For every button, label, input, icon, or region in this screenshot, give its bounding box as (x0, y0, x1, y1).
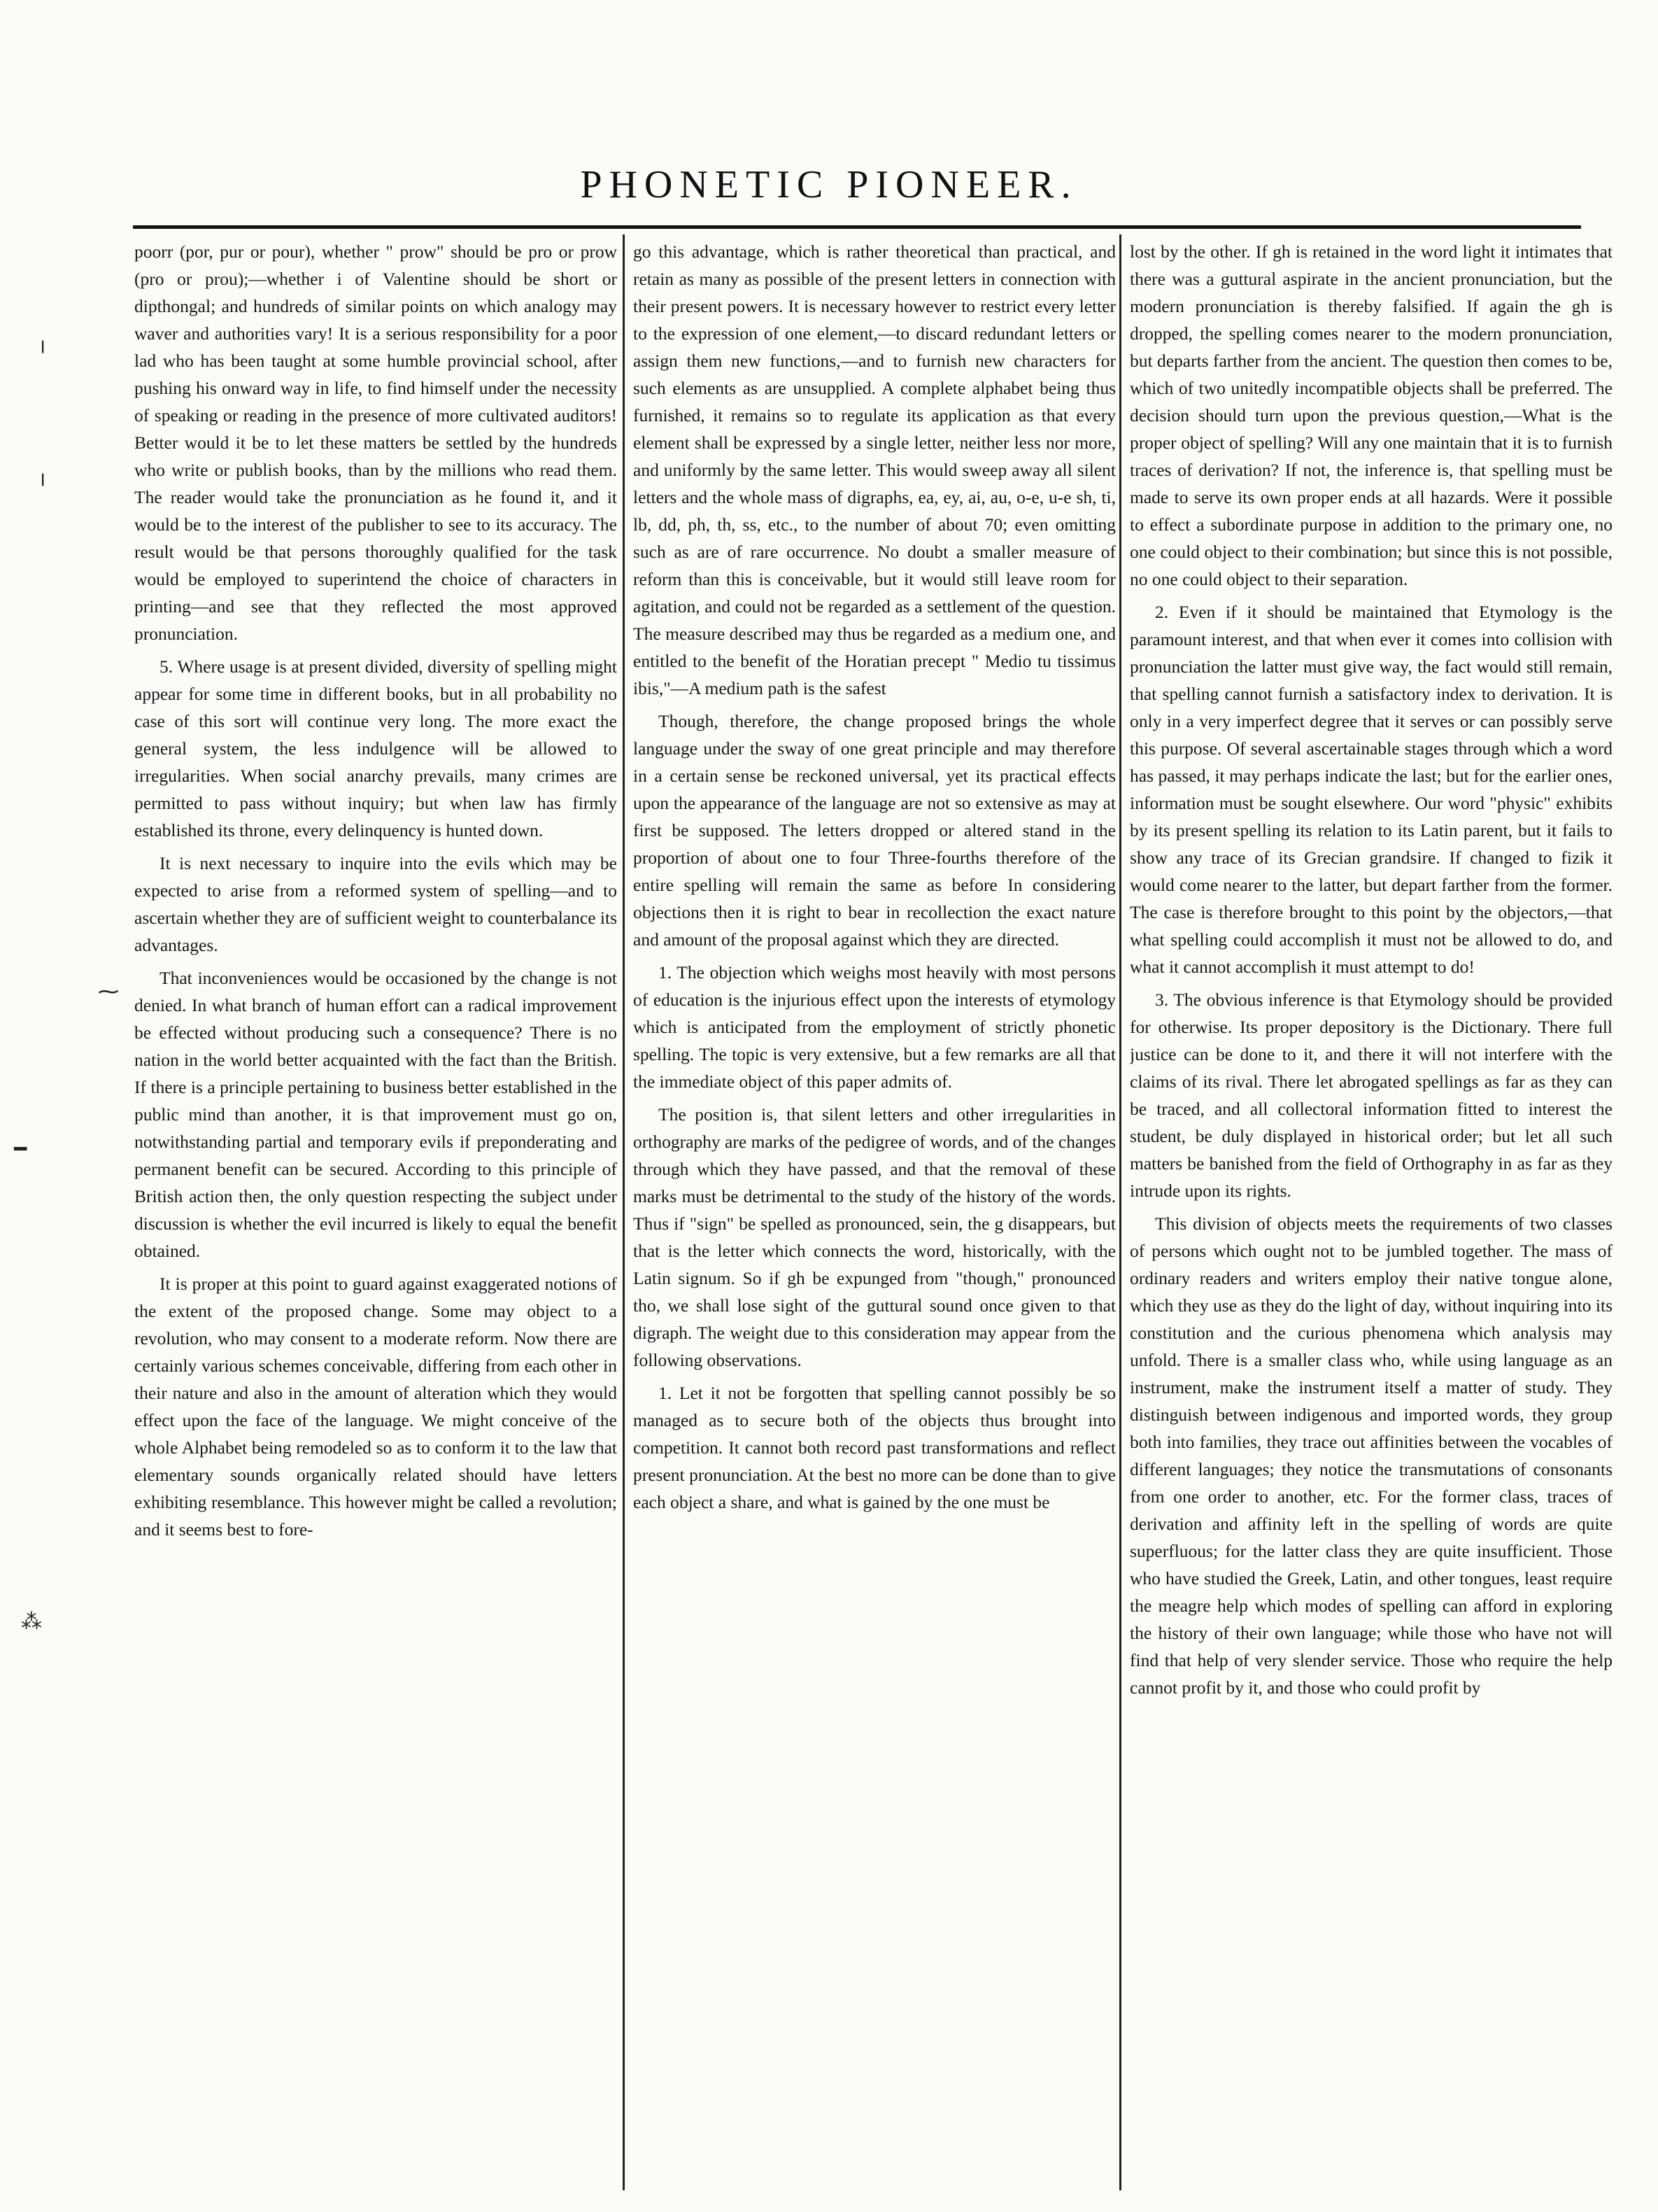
scan-mark-icon: ╷ (36, 462, 50, 486)
scan-mark-icon: ╷ (36, 329, 50, 353)
paragraph: 2. Even if it should be maintained that Etymology is the paramount interest, and that when ever it comes into collision with pronunciation the latter must give way, the fact would still remain, that spelling cannot furnish a satisfactory index to derivation. It is only in a very imperfect degree that it serves or can possibly serve this purpose. Of several ascertainable stages through which a word has passed, it may perhaps indicate the last; but for the earlier ones, information must be sought elsewhere. Our word "physic" exhibits by its present spelling its relation to its Latin parent, but it fails to show any trace of its Grecian grandsire. If changed to fizik it would come nearer to the latter, but depart farther from the former. The case is therefore brought to this point by the objectors,—that what spelling could accomplish it must not be allowed to do, and what it cannot accomplish it must attempt to do! (1130, 602, 1613, 977)
paragraph: 3. The obvious inference is that Etymology should be provided for otherwise. Its proper depository is the Dictionary. There full justice can be done to it, and there it will not interfere with the claims of its rival. There let abrogated spellings as far as they can be traced, and all collectoral information fitted to interest the student, be duly displayed in historical order; but let all such matters be banished from the field of Orthography in as far as they intrude upon its rights. (1130, 989, 1613, 1201)
paragraph: go this advantage, which is rather theoretical than practical, and retain as many as possible of the present letters in connection with their present powers. It is necessary however to restrict every letter to the expression of one element,—to discard redundant letters or assign them new functions,—and to furnish new characters for such elements as are unsupplied. A complete alphabet being thus furnished, it remains so to regulate its application as that every element shall be expressed by a single letter, neither less nor more, and uniformly by the same letter. This would sweep away all silent letters and the whole mass of digraphs, ea, ey, ai, au, o-e, u-e sh, ti, lb, dd, ph, th, ss, etc., to the number of about 70; even omitting such as are of rare occurrence. No doubt a smaller measure of reform than this is conceivable, but it would still leave room for agitation, and could not be regarded as a settlement of the question. The measure described may thus be regarded as a medium one, and entitled to the benefit of the Horatian precept " Medio tu tissimus ibis,"—A medium path is the safest (633, 241, 1116, 698)
paragraph: poorr (por, pur or pour), whether " prow" should be pro or prow (pro or prou);—whether i of Valentine should be short or dipthongal; and hundreds of similar points on which analogy may waver and authorities vary! It is a serious responsibility for a poor lad who has been taught at some humble provincial school, after pushing his onward way in life, to find himself under the necessity of speaking or reading in the presence of more cultivated auditors! Better would it be to let these matters be settled by the hundreds who write or publish books, than by the millions who read them. The reader would take the pronunciation as he found it, and it would be to the interest of the publisher to see to its accuracy. The result would be that persons thoroughly qualified for the task would be employed to superintend the choice of characters in printing—and see that they reflected the most approved pronunciation. (134, 241, 617, 644)
header-rule (133, 225, 1581, 229)
column-divider-1 (623, 234, 625, 2190)
column-3 (1130, 238, 1613, 2190)
scan-mark-icon: ━ (14, 1137, 27, 1162)
column-2 (633, 238, 1116, 2190)
paragraph: Though, therefore, the change proposed brings the whole language under the sway of one great principle and may therefore in a certain sense be reckoned universal, yet its practical effects upon the appearance of the language are not so extensive as may at first be supposed. The letters dropped or altered stand in the proportion of about one to four Three-fourths therefore of the entire spelling will remain the same as before In considering objections then it is right to bear in recollection the exact nature and amount of the proposal against which they are directed. (633, 711, 1116, 950)
scan-mark-icon: ⁂ (21, 1609, 42, 1634)
paragraph: It is next necessary to inquire into the evils which may be expected to arise from a reformed system of spelling—and to ascertain whether they are of sufficient weight to counterbalance its advantages. (134, 853, 617, 955)
column-1 (134, 238, 617, 2190)
masthead-title: PHONETIC PIONEER. (580, 163, 1078, 206)
paragraph: 1. Let it not be forgotten that spelling cannot possibly be so managed as to secure both of the objects thus brought into competition. It cannot both record past transformations and reflect present pronunciation. At the best no more can be done than to give each object a share, and what is gained by the one must be (633, 1383, 1116, 1512)
scan-mark-icon: ⁓ (98, 980, 119, 1004)
paragraph: That inconveniences would be occasioned by the change is not denied. In what branch of human effort can a radical improvement be effected without producing such a consequence? There is no nation in the world better acquainted with the fact than the British. If there is a principle pertaining to business better established in the public mind than another, it is that improvement must go on, notwithstanding partial and temporary evils if preponderating and permanent benefit can be secured. According to this principle of British action then, the only question respecting the subject under discussion is whether the evil incurred is likely to equal the benefit obtained. (134, 968, 617, 1261)
paragraph: lost by the other. If gh is retained in the word light it intimates that there was a guttural aspirate in the ancient pronunciation, but the modern pronunciation is thereby falsified. If again the gh is dropped, the spelling comes nearer to the modern pronunciation, but departs farther from the ancient. The question then comes to be, which of two unitedly incompatible objects shall be preferred. The decision should turn upon the previous question,—What is the proper object of spelling? Will any one maintain that it is to furnish traces of derivation? If not, the inference is, that spelling must be made to serve its own proper ends at all hazards. Were it possible to effect a subordinate purpose in addition to the primary one, no one could object to their combination; but since this is not possible, no one could object to their separation. (1130, 241, 1613, 589)
paragraph: 1. The objection which weighs most heavily with most persons of education is the injurious effect upon the interests of etymology which is anticipated from the employment of strictly phonetic spelling. The topic is very extensive, but a few remarks are all that the immediate object of this paper admits of. (633, 962, 1116, 1092)
paragraph: This division of objects meets the requirements of two classes of persons which ought not to be jumbled together. The mass of ordinary readers and writers employ their native tongue alone, which they use as they do the light of day, without inquiring into its constitution and the curious phenomena which analysis may unfold. There is a smaller class who, while using language as an instrument, make the instrument itself a matter of study. They distinguish between indigenous and imported words, they group both into families, they trace out affinities between the vocables of different languages; they notice the transmutations of consonants from one order to another, etc. For the former class, traces of derivation and affinity left in the spelling of words are quite superfluous; for the latter class they are quite insufficient. Those who have studied the Greek, Latin, and other tongues, least require the meagre help which modes of spelling can afford in exploring the history of their own language; while those who have not will find that help of very slender service. Those who require the help cannot profit by it, and those who could profit by (1130, 1213, 1613, 1698)
paragraph: The position is, that silent letters and other irregularities in orthography are marks of the pedigree of words, and of the changes through which they have passed, and that the removal of these marks must be detrimental to the study of the history of the words. Thus if "sign" be spelled as pronounced, sein, the g disappears, but that is the letter which connects the word, historically, with the Latin signum. So if gh be expunged from "though," pronounced tho, we shall lose sight of the guttural sound once given to that digraph. The weight due to this consideration may appear from the following observations. (633, 1104, 1116, 1370)
column-divider-2 (1119, 234, 1121, 2190)
paragraph: It is proper at this point to guard against exaggerated notions of the extent of the proposed change. Some may object to a revolution, who may consent to a moderate reform. Now there are certainly various schemes conceivable, differing from each other in their nature and also in the amount of alteration which they would effect upon the face of the language. We might conceive of the whole Alphabet being remodeled so as to conform it to the law that elementary sounds organically related should have letters exhibiting resemblance. This however might be called a revolution; and it seems best to fore- (134, 1274, 617, 1540)
paragraph: 5. Where usage is at present divided, diversity of spelling might appear for some time in different books, but in all probability no case of this sort will continue very long. The more exact the general system, the less indulgence will be allowed to irregularities. When social anarchy prevails, many crimes are permitted to pass without inquiry; but when law has firmly established its throne, every delinquency is hunted down. (134, 656, 617, 840)
